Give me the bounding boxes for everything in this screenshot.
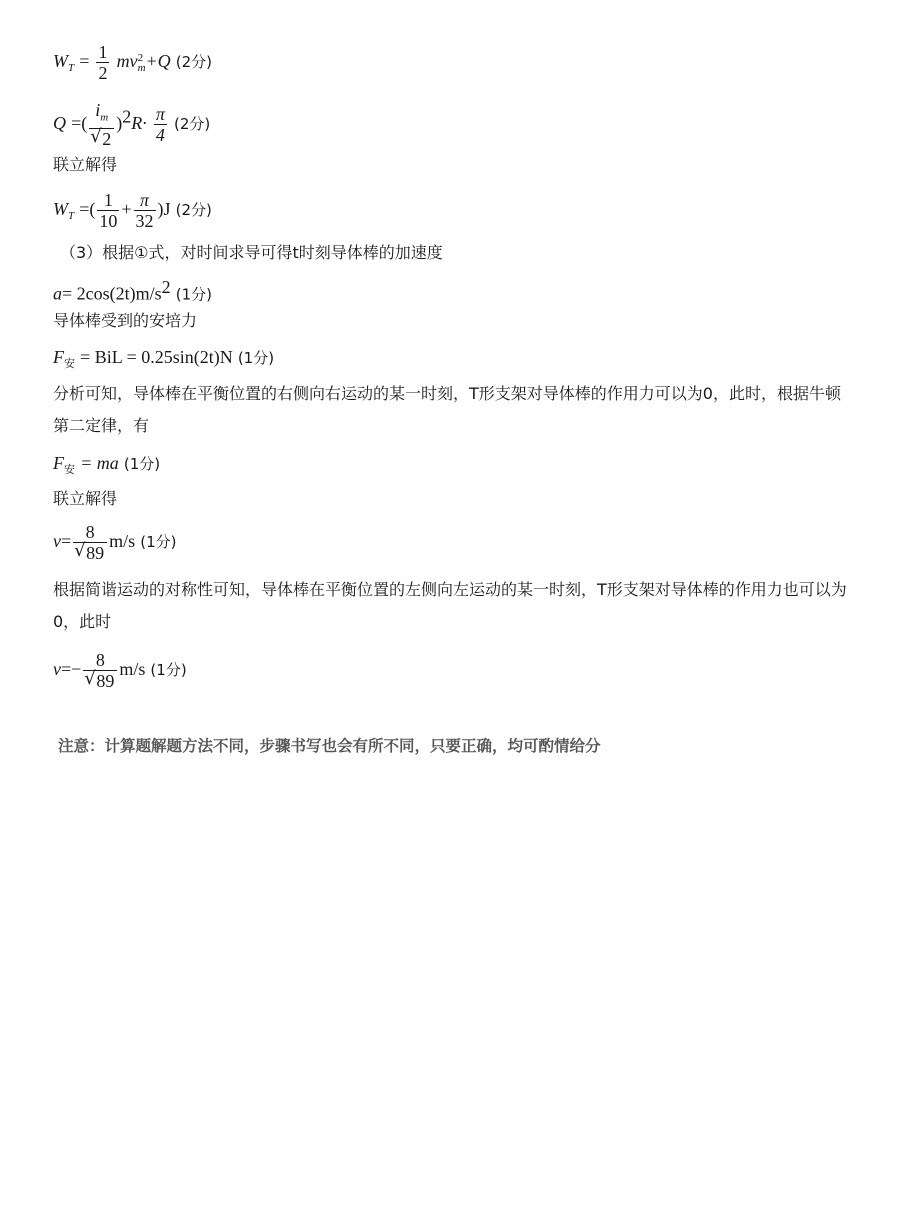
formula-work: $W_T$ =( $\frac{1}{10}$ + $\frac{\pi}{32}$ )J (2分) xyxy=(53,190,212,231)
grading-note: 注意：计算题解题方法不同，步骤书写也会有所不同，只要正确，均可酌情给分 xyxy=(58,737,601,755)
fraction: $\frac{\pi}{32}$ xyxy=(135,190,154,231)
text-analysis: 分析可知，导体棒在平衡位置的右侧向右运动的某一时刻，T形支架对导体棒的作用力可以为0，此时，根据牛顿第二定律，有 xyxy=(53,384,841,435)
formula-velocity-negative: v=− 8 √ 89 m/s (1分) xyxy=(53,650,187,691)
text-anpei: 导体棒受到的安培力 xyxy=(53,311,198,330)
fraction: 8 √ 89 xyxy=(83,650,117,691)
formula-velocity-positive: v= 8 √ 89 m/s (1分) xyxy=(53,522,177,563)
fraction: $i_m$ √ 2 xyxy=(89,100,114,149)
formula-ampere-force: $F_安$ = BiL = 0.25sin(2t)N (1分) xyxy=(53,347,275,371)
fraction: $\frac{1}{2}$ xyxy=(98,42,108,83)
text-symmetry: 根据简谐运动的对称性可知，导体棒在平衡位置的左侧向左运动的某一时刻，T形支架对导体棒的作用力也可以为0，此时 xyxy=(53,580,847,631)
formula-newton: $F_安$ = ma (1分) xyxy=(53,453,161,477)
text-lianli-1: 联立解得 xyxy=(53,155,118,174)
fraction: $\frac{1}{10}$ xyxy=(99,190,118,231)
fraction: $\frac{\pi}{4}$ xyxy=(155,103,165,145)
text-part-3: （3）根据①式，对时间求导可得t时刻导体棒的加速度 xyxy=(60,243,443,262)
text-lianli-2: 联立解得 xyxy=(53,489,118,508)
fraction: 8 √ 89 xyxy=(73,522,107,563)
formula-acceleration: $a= 2\cos(2t)m/s^2$ (1分) xyxy=(53,277,212,304)
formula-energy: $W_T$ = $\frac{1}{2}$ mv 2 m +Q (2分) xyxy=(53,42,213,83)
formula-heat: Q =( $i_m$ √ 2 )$^2$R· $\frac{\pi}{4}$ (2分) xyxy=(53,100,210,149)
